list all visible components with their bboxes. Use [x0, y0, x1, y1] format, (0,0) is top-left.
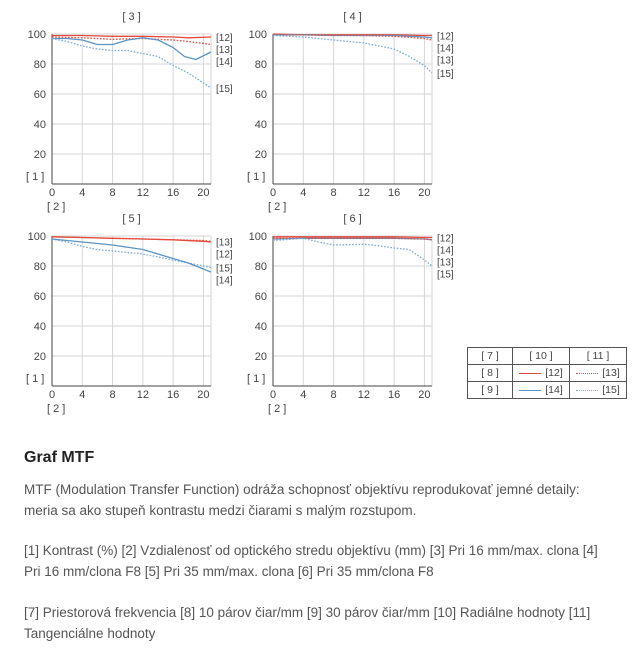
legend-table — [467, 347, 627, 399]
y-tick-label: 40 — [254, 119, 267, 131]
legend-row-30lp — [468, 382, 627, 399]
x-tick-label: 4 — [79, 389, 86, 401]
legend-solid-label: [12] — [545, 367, 563, 379]
series-end-label: [15] — [216, 84, 233, 95]
series-end-label: [15] — [437, 69, 454, 80]
series-end-label: [15] — [437, 269, 454, 281]
y-tick-label: 80 — [33, 261, 46, 273]
legend-dotted-red-swatch — [576, 373, 598, 374]
x-tick-label: 0 — [48, 389, 56, 401]
series-end-label: [12] — [437, 31, 454, 43]
mtf-chart-3 — [26, 213, 233, 415]
x-tick-label: 20 — [197, 187, 210, 199]
y-tick-label: 100 — [27, 29, 46, 41]
x-tick-label: 20 — [197, 389, 210, 401]
label-key-paragraph: [1] Kontrast (%) [2] Vzdialenosť od optického stredu objektívu (mm) [3] Pri 16 mm/max. clona [4] Pri 16 mm/clona F8 [5] Pri 35 mm/max. clona [6] Pri 35 mm/clona F8 — [24, 543, 598, 579]
legend-header-radial: [ 10 ] — [513, 348, 570, 365]
chart-title: [ 5 ] — [122, 213, 141, 225]
legend-row-label: [ 9 ] — [468, 382, 513, 399]
series-end-label: [13] — [437, 55, 454, 67]
x-tick-label: 12 — [357, 389, 370, 401]
y-axis-label: [ 1 ] — [247, 171, 266, 183]
x-tick-label: 16 — [388, 389, 401, 401]
series-end-label: [14] — [437, 43, 454, 55]
legend-dotted-label: [13] — [602, 367, 620, 379]
y-tick-label: 80 — [254, 261, 267, 273]
legend-solid-blue-swatch — [519, 390, 541, 391]
series-end-label: [12] — [437, 233, 454, 245]
series-end-label: [13] — [216, 45, 233, 56]
series-line-15 — [273, 238, 432, 266]
legend-dotted-label: [15] — [602, 384, 620, 396]
y-tick-label: 100 — [27, 231, 46, 243]
series-end-label: [14] — [216, 57, 233, 68]
x-tick-label: 12 — [136, 187, 149, 199]
series-end-label: [14] — [216, 275, 233, 287]
section-heading: Graf MTF — [24, 449, 95, 466]
x-tick-label: 0 — [269, 389, 277, 401]
legend-dotted-cell — [570, 365, 627, 382]
series-end-label: [15] — [216, 263, 233, 275]
y-tick-label: 40 — [33, 321, 46, 333]
description-paragraph: MTF (Modulation Transfer Function) odráža schopnosť objektívu reprodukovať jemné detaily: meria sa ako stupeň kontrastu medzi čiarami s malým rozstupom. — [24, 482, 580, 518]
legend-header-row — [468, 348, 627, 365]
series-line-14 — [52, 239, 211, 272]
mtf-chart-2 — [247, 11, 454, 213]
series-end-label: [13] — [437, 257, 454, 269]
y-tick-label: 20 — [33, 351, 46, 363]
x-tick-label: 4 — [79, 187, 86, 199]
y-tick-label: 20 — [254, 351, 267, 363]
x-tick-label: 16 — [167, 389, 180, 401]
x-tick-label: 8 — [109, 187, 116, 199]
x-tick-label: 20 — [418, 389, 431, 401]
x-tick-label: 8 — [330, 389, 337, 401]
series-line-15 — [52, 39, 211, 89]
legend-header-frequency: [ 7 ] — [468, 348, 513, 365]
legend-key-paragraph: [7] Priestorová frekvencia [8] 10 párov čiar/mm [9] 30 párov čiar/mm [10] Radiálne hodnoty [11] Tangenciálne hodnoty — [24, 605, 591, 641]
legend-row-10lp — [468, 365, 627, 382]
x-tick-label: 20 — [418, 187, 431, 199]
legend-solid-label: [14] — [545, 384, 563, 396]
y-tick-label: 100 — [248, 29, 267, 41]
y-tick-label: 60 — [33, 291, 46, 303]
y-tick-label: 60 — [254, 291, 267, 303]
x-tick-label: 8 — [109, 389, 116, 401]
series-end-label: [13] — [216, 237, 233, 249]
y-tick-label: 80 — [254, 59, 267, 71]
legend-dotted-cell — [570, 382, 627, 399]
x-tick-label: 4 — [300, 389, 307, 401]
x-axis-label: [ 2 ] — [268, 403, 287, 415]
chart-title: [ 6 ] — [343, 213, 362, 225]
y-tick-label: 80 — [33, 59, 46, 71]
y-tick-label: 60 — [254, 89, 267, 101]
legend-row-label: [ 8 ] — [468, 365, 513, 382]
legend-solid-cell — [513, 382, 570, 399]
x-tick-label: 8 — [330, 187, 337, 199]
series-line-15 — [273, 36, 432, 74]
mtf-chart-1 — [26, 11, 233, 213]
y-tick-label: 20 — [33, 149, 46, 161]
legend-solid-cell — [513, 365, 570, 382]
y-axis-label: [ 1 ] — [26, 171, 45, 183]
x-axis-label: [ 2 ] — [268, 201, 287, 213]
x-tick-label: 16 — [388, 187, 401, 199]
x-tick-label: 12 — [136, 389, 149, 401]
y-tick-label: 20 — [254, 149, 267, 161]
y-tick-label: 100 — [248, 231, 267, 243]
x-tick-label: 0 — [269, 187, 277, 199]
series-end-label: [14] — [437, 245, 454, 257]
legend-solid-red-swatch — [519, 373, 541, 374]
x-tick-label: 12 — [357, 187, 370, 199]
x-tick-label: 0 — [48, 187, 56, 199]
x-axis-label: [ 2 ] — [47, 403, 66, 415]
series-line-12 — [273, 237, 432, 238]
x-tick-label: 16 — [167, 187, 180, 199]
legend-header-tangential: [ 11 ] — [570, 348, 627, 365]
x-axis-label: [ 2 ] — [47, 201, 66, 213]
legend-dotted-blue-swatch — [576, 390, 598, 391]
y-tick-label: 40 — [33, 119, 46, 131]
chart-title: [ 4 ] — [343, 11, 362, 23]
series-end-label: [12] — [216, 249, 233, 261]
y-tick-label: 40 — [254, 321, 267, 333]
y-axis-label: [ 1 ] — [247, 373, 266, 385]
mtf-chart-4 — [247, 213, 454, 415]
y-axis-label: [ 1 ] — [26, 373, 45, 385]
y-tick-label: 60 — [33, 89, 46, 101]
chart-title: [ 3 ] — [122, 11, 141, 23]
x-tick-label: 4 — [300, 187, 307, 199]
series-end-label: [12] — [216, 33, 233, 44]
